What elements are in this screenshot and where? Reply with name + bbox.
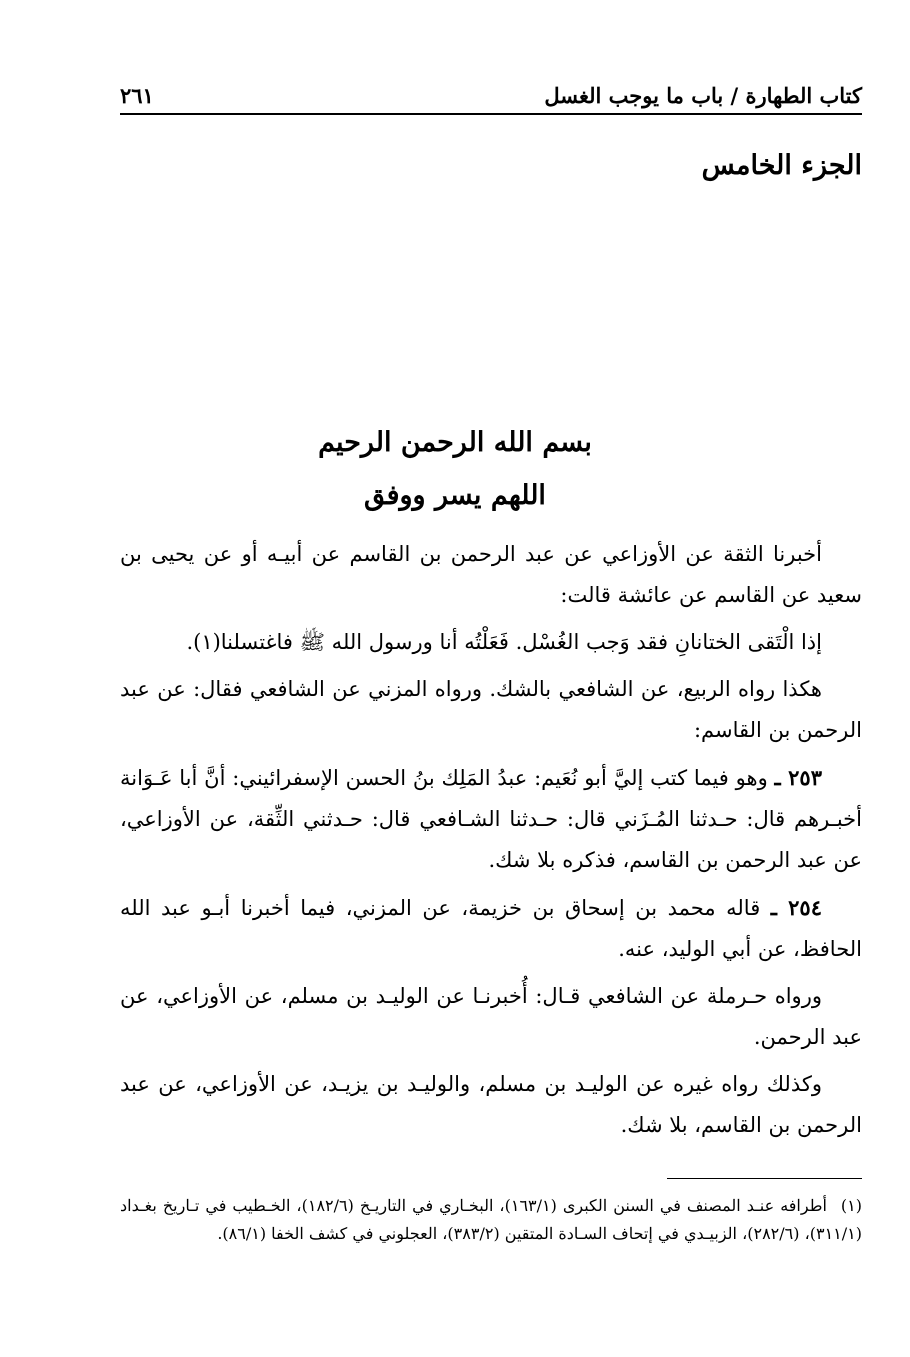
numbered-paragraph	[120, 757, 862, 881]
basmala: بسم الله الرحمن الرحيم	[318, 427, 592, 458]
footnote	[120, 1192, 862, 1248]
page-number: ٢٦١	[120, 83, 154, 108]
running-header	[120, 68, 862, 108]
footnote-rule	[667, 1178, 862, 1179]
hadith-number: ٢٥٣ ـ	[774, 765, 822, 790]
paragraph-text: قاله محمد بن إسحاق بن خزيمة، عن المزني، فيما أخبرنا أبـو عبد الله الحافظ، عن أبي الوليد، عنه.	[120, 896, 862, 961]
paragraph-text: وهو فيما كتب إليَّ أبو نُعَيم: عبدُ المَلِك بنُ الحسن الإسفرائيني: أنَّ أبا عَـوَانة أخبـرهم قال: حـدثنا المُـزَني قال: حـدثنا الشـافعي قال: حـدثني الثِّقة، عن الأوزاعي، عن عبد الرحمن بن القاسم، فذكره بلا شك.	[120, 766, 862, 872]
paragraph: ورواه حـرملة عن الشافعي قـال: أُخبرنـا عن الوليـد بن مسلم، عن الأوزاعي، عن عبد الرحمن.	[120, 984, 862, 1049]
part-title: الجزء الخامس	[701, 150, 862, 181]
footnote-marker: (١)	[840, 1196, 863, 1215]
footnote-text: أطرافه عنـد المصنف في السنن الكبرى (١٦٣/١)، البخـاري في التاريـخ (١٨٢/٦)، الخـطيب في تـاريخ بغـداد (٣١١/١)، (٢٨٢/٦)، الزبيـدي في إتحاف السـادة المتقين (٣٨٣/٢)، العجلوني في كشف الخفا (٨٦/١).	[120, 1196, 862, 1243]
paragraph: أخبرنا الثقة عن الأوزاعي عن عبد الرحمن بن القاسم عن أبيـه أو عن يحيى بن سعيد عن القاسم عن عائشة قالت:	[120, 542, 862, 607]
header-rule	[120, 113, 862, 115]
main-text	[120, 534, 862, 1152]
running-title: كتاب الطهارة / باب ما يوجب الغسل	[544, 83, 862, 108]
hadith-number: ٢٥٤ ـ	[770, 895, 822, 920]
hadith-text: إذا الْتَقى الختانانِ فقد وَجب الغُسْل. فَعَلْتُه أنا ورسول الله ﷺ فاغتسلنا(١).	[186, 630, 822, 654]
paragraph: وكذلك رواه غيره عن الوليـد بن مسلم، والوليـد بن يزيـد، عن الأوزاعي، عن عبد الرحمن بن القاسم، بلا شك.	[120, 1072, 862, 1137]
invocation: اللهم يسر ووفق	[364, 480, 546, 511]
paragraph: هكذا رواه الربيع، عن الشافعي بالشك. ورواه المزني عن الشافعي فقال: عن عبد الرحمن بن القاسم:	[120, 677, 862, 742]
numbered-paragraph	[120, 887, 862, 970]
